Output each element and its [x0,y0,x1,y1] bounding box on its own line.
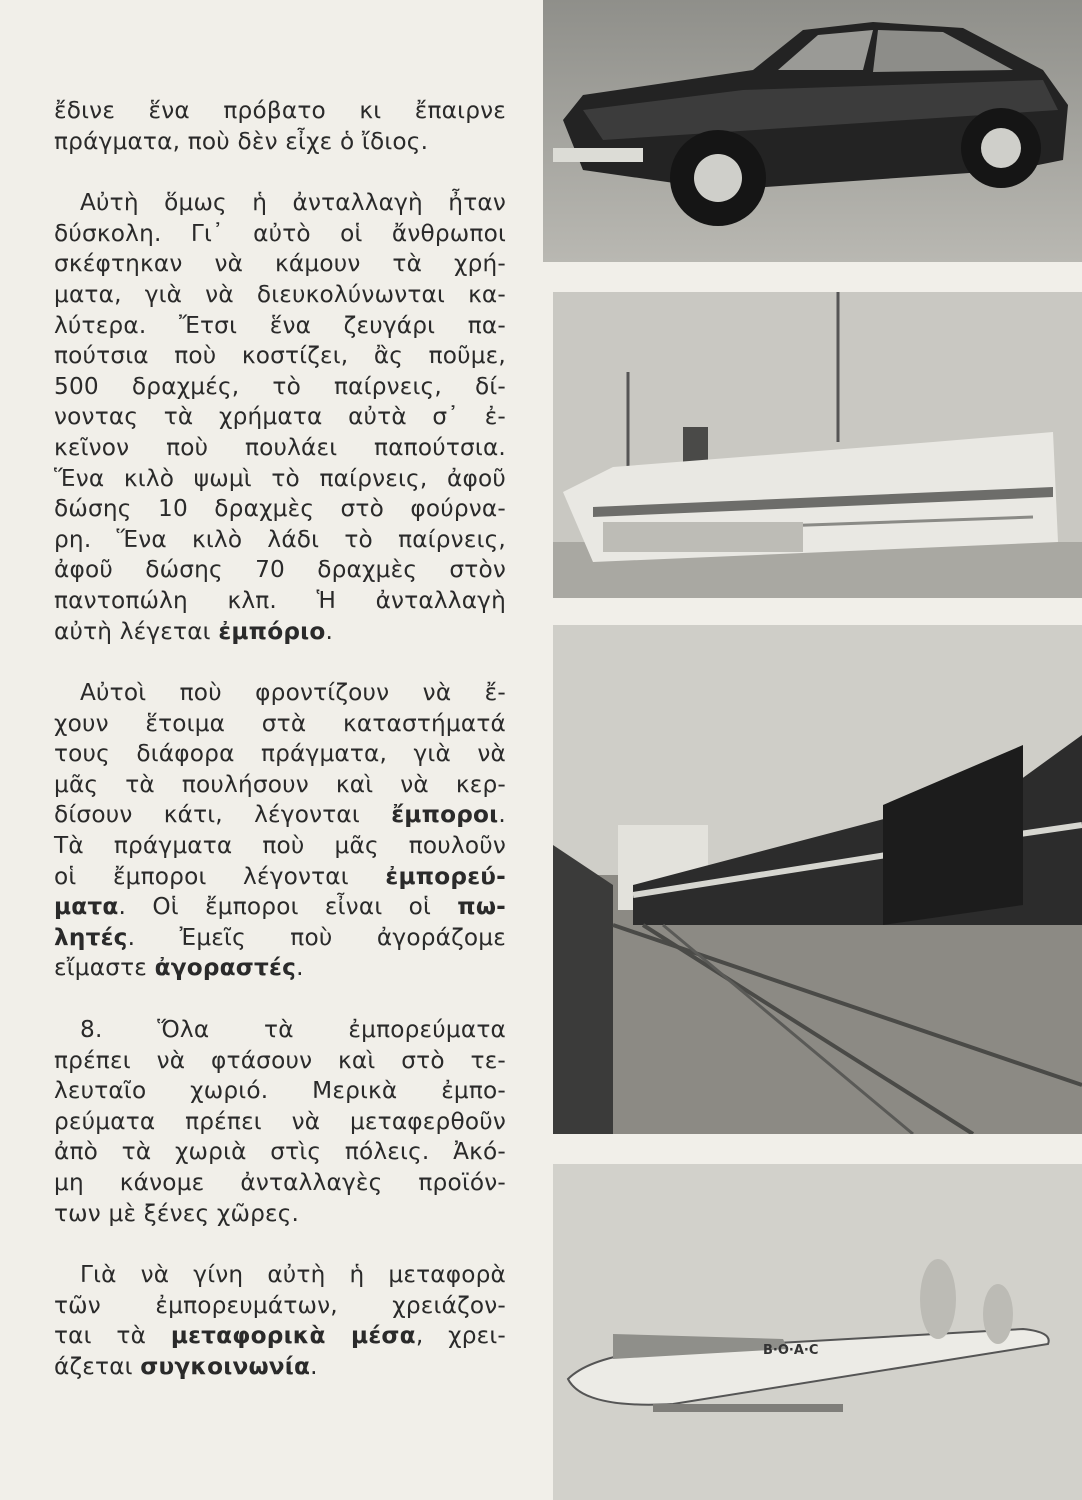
bold-term: μεταφορικὰ μέσα [170,1322,416,1350]
text-line [54,1046,506,1077]
text-line [54,709,506,740]
text-line [54,831,506,862]
text-run: νοντας τὰ χρήματα αὐτὰ σ᾽ ἐ- [54,403,506,431]
text-run: , χρει- [415,1322,506,1350]
text-run: ἀφοῦ δώσης 70 δραχμὲς στὸν [54,556,506,584]
text-run: λύτερα. Ἔτσι ἕνα ζευγάρι πα- [54,311,506,339]
text-line [54,311,506,342]
paragraph [54,1015,506,1229]
text-line [54,1199,506,1230]
text-line [54,800,506,831]
text-line [54,862,506,893]
ship-photo [553,292,1082,598]
aircraft-livery: B·O·A·C [763,1343,819,1358]
bold-term: ματα [54,893,119,921]
text-line [54,1352,506,1383]
text-line [54,1260,506,1291]
text-run: ρη. Ἕνα κιλὸ λάδι τὸ παίρνεις, [54,525,506,553]
text-line [54,372,506,403]
text-line [54,555,506,586]
text-run: ρεύματα πρέπει νὰ μεταφερθοῦν [54,1107,506,1135]
text-line [54,402,506,433]
text-run: . [325,617,334,645]
text-line [54,494,506,525]
text-run: οἱ ἔμποροι λέγονται [54,862,386,890]
text-line [54,1015,506,1046]
text-line [54,1291,506,1322]
text-run: λευταῖο χωριό. Μερικὰ ἐμπο- [54,1077,506,1105]
bold-term: ἔμποροι [391,801,499,829]
text-line [54,739,506,770]
text-run: πρέπει νὰ φτάσουν καὶ στὸ τε- [54,1046,506,1074]
paragraph [54,678,506,984]
paragraph [54,96,506,157]
text-line [54,953,506,984]
text-line [54,678,506,709]
text-run: . [498,801,506,829]
text-run: κεῖνον ποὺ πουλάει παπούτσια. [54,433,506,461]
text-run: μᾶς τὰ πουλήσουν καὶ νὰ κερ- [54,770,506,798]
body-text [54,96,506,1414]
text-run: παντοπώλη κλπ. Ἡ ἀνταλλαγὴ [54,586,506,614]
text-run: . Ἐμεῖς ποὺ ἀγοράζομε [127,923,506,951]
text-line [54,464,506,495]
text-line [54,219,506,250]
text-run: Γιὰ νὰ γίνη αὐτὴ ἡ μεταφορὰ [80,1261,506,1289]
text-run: 8. Ὅλα τὰ ἐμπορεύματα [80,1016,506,1044]
train-photo [553,625,1082,1134]
text-run: 500 δραχμές, τὸ παίρνεις, δί- [54,372,506,400]
text-line [54,892,506,923]
text-run: χουν ἕτοιμα στὰ καταστήματά [54,709,506,737]
text-line [54,249,506,280]
bold-term: συγκοινωνία [140,1352,311,1380]
text-run: Τὰ πράγματα ποὺ μᾶς πουλοῦν [54,832,506,860]
text-run: άζεται [54,1352,141,1380]
bold-term: ἀγοραστές [154,954,297,982]
text-run: αὐτὴ λέγεται [54,617,219,645]
text-line [54,1076,506,1107]
text-line [54,617,506,648]
text-line [54,1137,506,1168]
text-run: των μὲ ξένες χῶρες. [54,1199,300,1227]
text-line [54,96,506,127]
text-run: Αὐτοὶ ποὺ φροντίζουν νὰ ἔ- [80,679,506,707]
text-run: εἴμαστε [54,954,155,982]
text-run: ται τὰ [54,1322,171,1350]
text-line [54,188,506,219]
text-line [54,586,506,617]
text-line [54,341,506,372]
bold-term: ἐμπορεύ- [385,862,506,890]
text-run: σκέφτηκαν νὰ κάμουν τὰ χρή- [54,250,506,278]
car-photo [543,0,1082,262]
text-run: . Οἱ ἔμποροι εἶναι οἱ [118,893,458,921]
text-line [54,1321,506,1352]
text-run: Ἕνα κιλὸ ψωμὶ τὸ παίρνεις, ἀφοῦ [54,464,506,492]
text-run: ἀπὸ τὰ χωριὰ στὶς πόλεις. Ἀκό- [54,1138,506,1166]
text-line [54,1107,506,1138]
text-line [54,525,506,556]
text-line [54,923,506,954]
text-line [54,280,506,311]
text-line [54,770,506,801]
text-run: δίσουν κάτι, λέγονται [54,801,392,829]
bold-term: ἐμπόριο [218,617,326,645]
text-run: ἔδινε ἕνα πρόβατο κι ἔπαιρνε [54,97,506,124]
text-run: τους διάφορα πράγματα, γιὰ νὰ [54,740,506,768]
text-line [54,1168,506,1199]
paragraph [54,188,506,647]
airplane-photo [553,1164,1082,1500]
bold-term: λητές [54,923,128,951]
text-run: . [296,954,304,982]
paragraph [54,1260,506,1382]
text-run: Αὐτὴ ὅμως ἡ ἀνταλλαγὴ ἦταν [80,189,506,217]
text-run: . [310,1352,318,1380]
text-run: δύσκολη. Γι᾽ αὐτὸ οἱ ἄνθρωποι [54,219,506,247]
text-run: πούτσια ποὺ κοστίζει, ἂς ποῦμε, [54,342,506,370]
text-run: ματα, γιὰ νὰ διευκολύνωνται κα- [54,280,506,308]
text-run: πράγματα, ποὺ δὲν εἶχε ὁ ἴδιος. [54,127,429,155]
text-run: δώσης 10 δραχμὲς στὸ φούρνα- [54,495,506,523]
text-run: μη κάνομε ἀνταλλαγὲς προϊόν- [54,1169,506,1196]
text-line [54,127,506,158]
bold-term: πω- [457,893,506,921]
text-run: τῶν ἐμπορευμάτων, χρειάζον- [54,1291,506,1319]
text-line [54,433,506,464]
